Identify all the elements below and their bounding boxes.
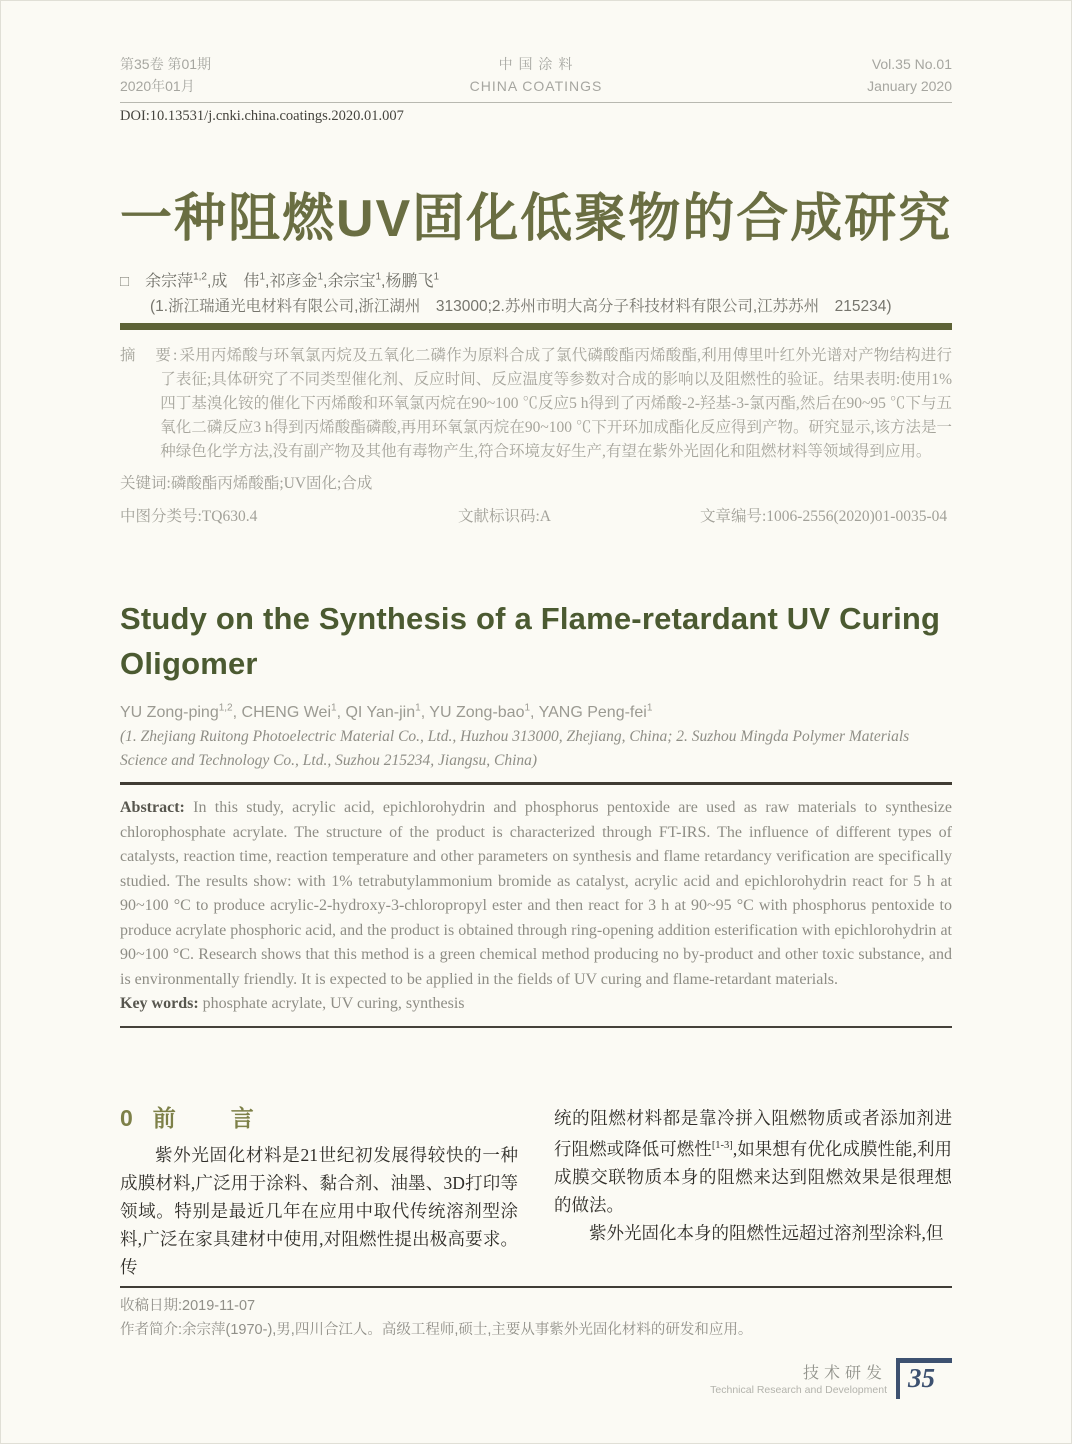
author: ,杨鹏飞$^1$ [381,271,440,290]
body-column-right [554,1104,952,1281]
author: ,成 伟$^1$ [206,271,265,290]
footnote [120,1294,952,1342]
header-issue-info [120,53,350,97]
author: , YANG Peng-fei$^1$ [530,703,653,722]
date-en: January 2020 [867,78,952,94]
footer-section-labels [710,1360,887,1396]
page-footer [120,1358,952,1399]
authors-en [120,703,952,722]
abstract-cn [120,344,952,464]
author: , YU Zong-bao$^1$ [420,703,531,722]
section-heading [120,1104,518,1132]
footnote-rule [120,1286,952,1288]
abstract-en [120,796,952,992]
body-paragraph: 紫外光固化本身的阻燃性远超过溶剂型涂料,但 [589,1222,944,1243]
author: ,祁彦金$^1$ [265,271,324,290]
affiliation-cn: (1.浙江瑞通光电材料有限公司,浙江湖州 313000;2.苏州市明大高分子科技材料有限公司,江苏苏州 215234) [150,298,892,315]
keywords-label-en: Key words: [120,995,199,1013]
received-date: 收稿日期:2019-11-07 [120,1297,256,1314]
abstract-label-en: Abstract: [120,799,185,817]
abstract-text-en: In this study, acrylic acid, epichlorohydrin and phosphorus pentoxide are used as raw materials to synthesize chlorophosphate acrylate. The structure of the product is characterized through FT-IRS. The influence of different types of catalysts, reaction time, reaction temperature and other parameters on synthesis and flame retardancy verification are specifically studied. The results show: with 1% tetrabutylammonium bromide as catalyst, acrylic acid and epichlorohydrin react for 5 h at 90~100 °C to produce acrylic-2-hydroxy-3-chloropropyl ester and then react for 3 h at 90~95 °C with phosphorus pentoxide to produce acrylate phosphoric acid, and the product is obtained through ring-opening addition esterification with epichlorohydrin at 90~100 °C. Research shows that this method is a green chemical method producing no by-product and other toxic substance, and is environmentally friendly. It is expected to be applied in the fields of UV curing and flame-retardant materials. [120,799,952,988]
author: , QI Yan-jin$^1$ [336,703,421,722]
date-cn: 2020年01月 [120,78,195,94]
header-issue-info-en [722,53,952,97]
abstract-label-cn: 摘 要: [120,347,180,364]
title-separator-bar [120,323,952,330]
author-bio: 作者简介:余宗萍(1970-),男,四川合江人。高级工程师,硕士,主要从事紫外光固化材料的研发和应用。 [120,1321,753,1338]
journal-name-cn: 中 国 涂 料 [498,56,574,72]
section-number: 0 [120,1104,135,1131]
page-number: 35 [896,1358,952,1399]
keywords-text-cn: 磷酸酯丙烯酸酯;UV固化;合成 [170,475,373,492]
journal-name-en: CHINA COATINGS [469,78,603,94]
journal-header [120,1,952,97]
doi: DOI:10.13531/j.cnki.china.coatings.2020.01.007 [120,108,404,124]
body-paragraph: 紫外光固化材料是21世纪初发展得较快的一种成膜材料,广泛用于涂料、黏合剂、油墨、3D打印等领域。特别是最近几年在应用中取代传统溶剂型涂料,广泛在家具建材中使用,对阻燃性提出极高要求。传 [120,1144,518,1277]
body-column-left [120,1104,518,1281]
author: YU Zong-ping$^{1,2}$ [120,703,233,722]
author: 余宗萍$^{1,2}$ [145,271,207,290]
keywords-cn [120,471,952,493]
affiliation-en: (1. Zhejiang Ruitong Photoelectric Material Co., Ltd., Huzhou 313000, Zhejiang, China; 2. Suzhou Mingda Polymer Materials Science and Technology Co., Ltd., Suzhou 215234, Jiangsu, China) [120,728,910,770]
abstract-top-rule [120,782,952,785]
abstract-text-cn: 采用丙烯酸与环氧氯丙烷及五氧化二磷作为原料合成了氯代磷酸酯丙烯酸酯,利用傅里叶红外光谱对产物结构进行了表征;具体研究了不同类型催化剂、反应时间、反应温度等参数对合成的影响以及阻燃性的验证。结果表明:使用1%四丁基溴化铵的催化下丙烯酸和环氧氯丙烷在90~100 ℃反应5 h得到了丙烯酸-2-羟基-3-氯丙酯,然后在90~95 ℃下与五氧化二磷反应3 h得到丙烯酸酯磷酸,再用环氧氯丙烷在90~100 ℃下开环加成酯化反应得到产物。研究显示,该方法是一种绿色化学方法,没有副产物及其他有毒物产生,符合环境友好生产,有望在紫外光固化和阻燃材料等领域得到应用。 [160,347,952,460]
article-title-en [120,596,952,686]
header-divider [120,102,952,103]
article-id: 文章编号:1006-2556(2020)01-0035-04 [700,508,948,525]
volume-issue-cn: 第35卷 第01期 [120,56,212,72]
keywords-en [120,992,952,1017]
journal-name [350,53,722,97]
keywords-text-en: phosphate acrylate, UV curing, synthesis [198,995,465,1013]
classification-row [120,504,952,526]
citation-ref: [1-3] [711,1139,733,1151]
footer-section-en: Technical Research and Development [710,1384,887,1397]
body-paragraph: 统的阻燃材料都是靠冷拼入阻燃物质或者添加剂进行阻燃或降低可燃性[1-3],如果想有优化成膜性能,利用成膜交联物质本身的阻燃来达到阻燃效果是很理想的做法。 [554,1107,953,1215]
author: ,余宗宝$^1$ [323,271,382,290]
clc-number: 中图分类号:TQ630.4 [120,508,258,525]
keywords-label-cn: 关键词: [120,475,171,492]
document-code: 文献标识码:A [458,508,552,525]
footer-section-cn: 技术研发 [802,1365,887,1383]
abstract-bottom-rule [120,1026,952,1028]
article-title-cn: 一种阻燃UV固化低聚物的合成研究 [120,190,953,248]
article-title-en-line1: Study on the Synthesis of a Flame-retardant UV Curing [120,601,941,636]
authors-cn [120,268,952,291]
volume-issue-en: Vol.35 No.01 [871,56,952,72]
article-body [120,1104,952,1281]
section-title: 前 言 [152,1104,270,1131]
author: , CHENG Wei$^1$ [232,703,337,722]
article-title-en-line2: Oligomer [120,646,258,681]
author-square-icon: □ [120,273,130,290]
